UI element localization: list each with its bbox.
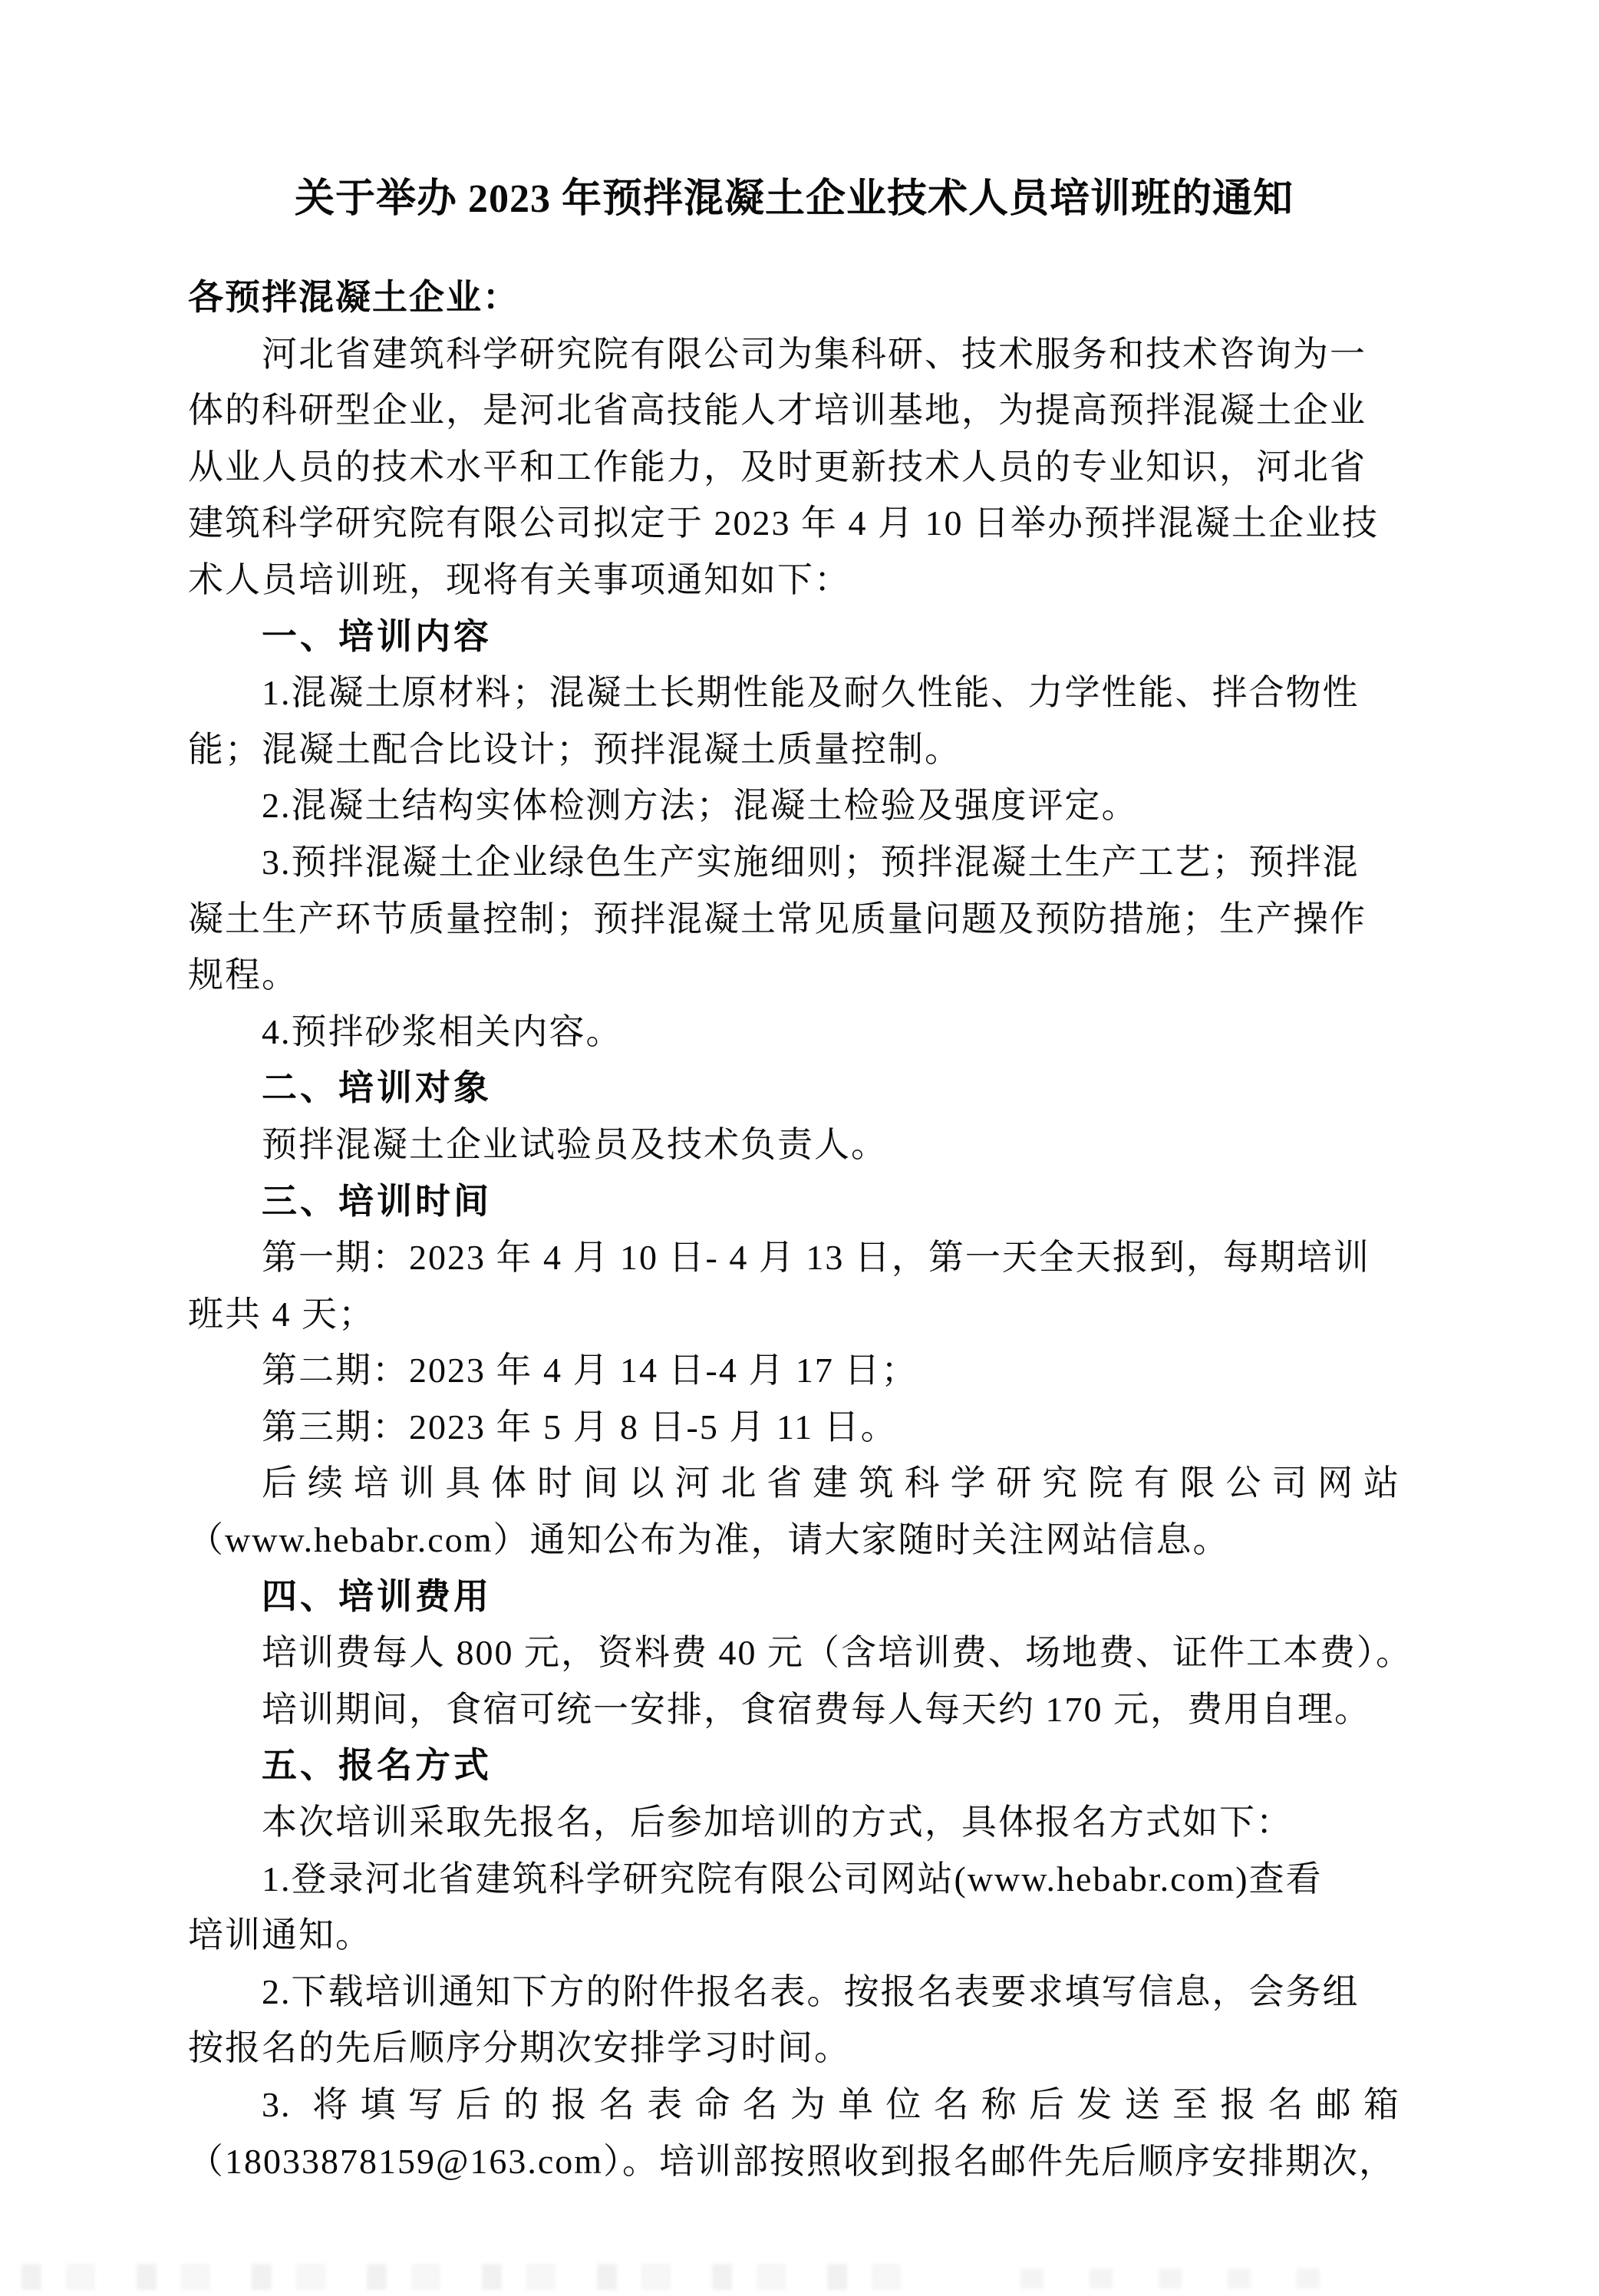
doc-heading-training-time: 三、培训时间 [262, 1180, 492, 1221]
doc-line: 能；混凝土配合比设计；预拌混凝土质量控制。 [188, 729, 961, 769]
scan-artifact-cutoff-text [21, 2264, 904, 2290]
doc-heading-training-content: 一、培训内容 [262, 615, 492, 656]
doc-line: 凝土生产环节质量控制；预拌混凝土常见质量问题及预防措施；生产操作 [188, 899, 1367, 939]
doc-line: 第一期：2023 年 4 月 10 日- 4 月 13 日，第一天全天报到，每期培训 [262, 1238, 1370, 1278]
doc-line: 术人员培训班，现将有关事项通知如下： [188, 559, 851, 599]
doc-line: 培训通知。 [188, 1915, 372, 1955]
doc-line: 建筑科学研究院有限公司拟定于 2023 年 4 月 10 日举办预拌混凝土企业技 [188, 503, 1379, 543]
doc-line: 2.混凝土结构实体检测方法；混凝土检验及强度评定。 [262, 786, 1139, 826]
doc-line: 从业人员的技术水平和工作能力，及时更新技术人员的专业知识，河北省 [188, 447, 1367, 487]
doc-line: 1.混凝土原材料；混凝土长期性能及耐久性能、力学性能、拌合物性 [262, 673, 1360, 713]
doc-line: 本次培训采取先报名，后参加培训的方式，具体报名方式如下： [262, 1803, 1293, 1842]
doc-line: 班共 4 天； [188, 1294, 375, 1334]
doc-line: 2.下载培训通知下方的附件报名表。按报名表要求填写信息，会务组 [262, 1971, 1360, 2011]
doc-line: 河北省建筑科学研究院有限公司为集科研、技术服务和技术咨询为一 [262, 334, 1367, 374]
doc-line: 后续培训具体时间以河北省建筑科学研究院有限公司网站 [262, 1463, 1400, 1503]
doc-title: 关于举办 2023 年预拌混凝土企业技术人员培训班的通知 [294, 177, 1294, 221]
doc-line: 预拌混凝土企业试验员及技术负责人。 [262, 1124, 888, 1164]
doc-line: 体的科研型企业，是河北省高技能人才培训基地，为提高预拌混凝土企业 [188, 391, 1367, 430]
doc-salutation: 各预拌混凝土企业： [188, 278, 519, 317]
doc-line: 规程。 [188, 955, 298, 995]
doc-line: 4.预拌砂浆相关内容。 [262, 1011, 623, 1051]
doc-line: 3. 将填写后的报名表命名为单位名称后发送至报名邮箱 [262, 2085, 1400, 2124]
scan-artifact-cutoff-text [1020, 2268, 1343, 2288]
doc-heading-training-fee: 四、培训费用 [262, 1575, 492, 1616]
doc-heading-training-audience: 二、培训对象 [262, 1067, 492, 1108]
doc-line: 培训期间，食宿可统一安排，食宿费每人每天约 170 元，费用自理。 [262, 1689, 1371, 1729]
doc-body [188, 269, 1413, 2189]
doc-line: 3.预拌混凝土企业绿色生产实施细则；预拌混凝土生产工艺；预拌混 [262, 842, 1360, 882]
doc-line: 第三期：2023 年 5 月 8 日-5 月 11 日。 [262, 1407, 898, 1447]
doc-line: （18033878159@163.com）。培训部按照收到报名邮件先后顺序安排期次， [188, 2141, 1396, 2181]
doc-line: 1.登录河北省建筑科学研究院有限公司网站(www.hebabr.com)查看 [262, 1859, 1323, 1898]
doc-heading-registration-method: 五、报名方式 [262, 1745, 492, 1786]
doc-line: （www.hebabr.com）通知公布为准，请大家随时关注网站信息。 [188, 1520, 1230, 1560]
doc-line: 培训费每人 800 元，资料费 40 元（含培训费、场地费、证件工本费）。 [262, 1633, 1413, 1673]
doc-line: 按报名的先后顺序分期次安排学习时间。 [188, 2028, 851, 2068]
doc-line: 第二期：2023 年 4 月 14 日-4 月 17 日； [262, 1351, 918, 1390]
